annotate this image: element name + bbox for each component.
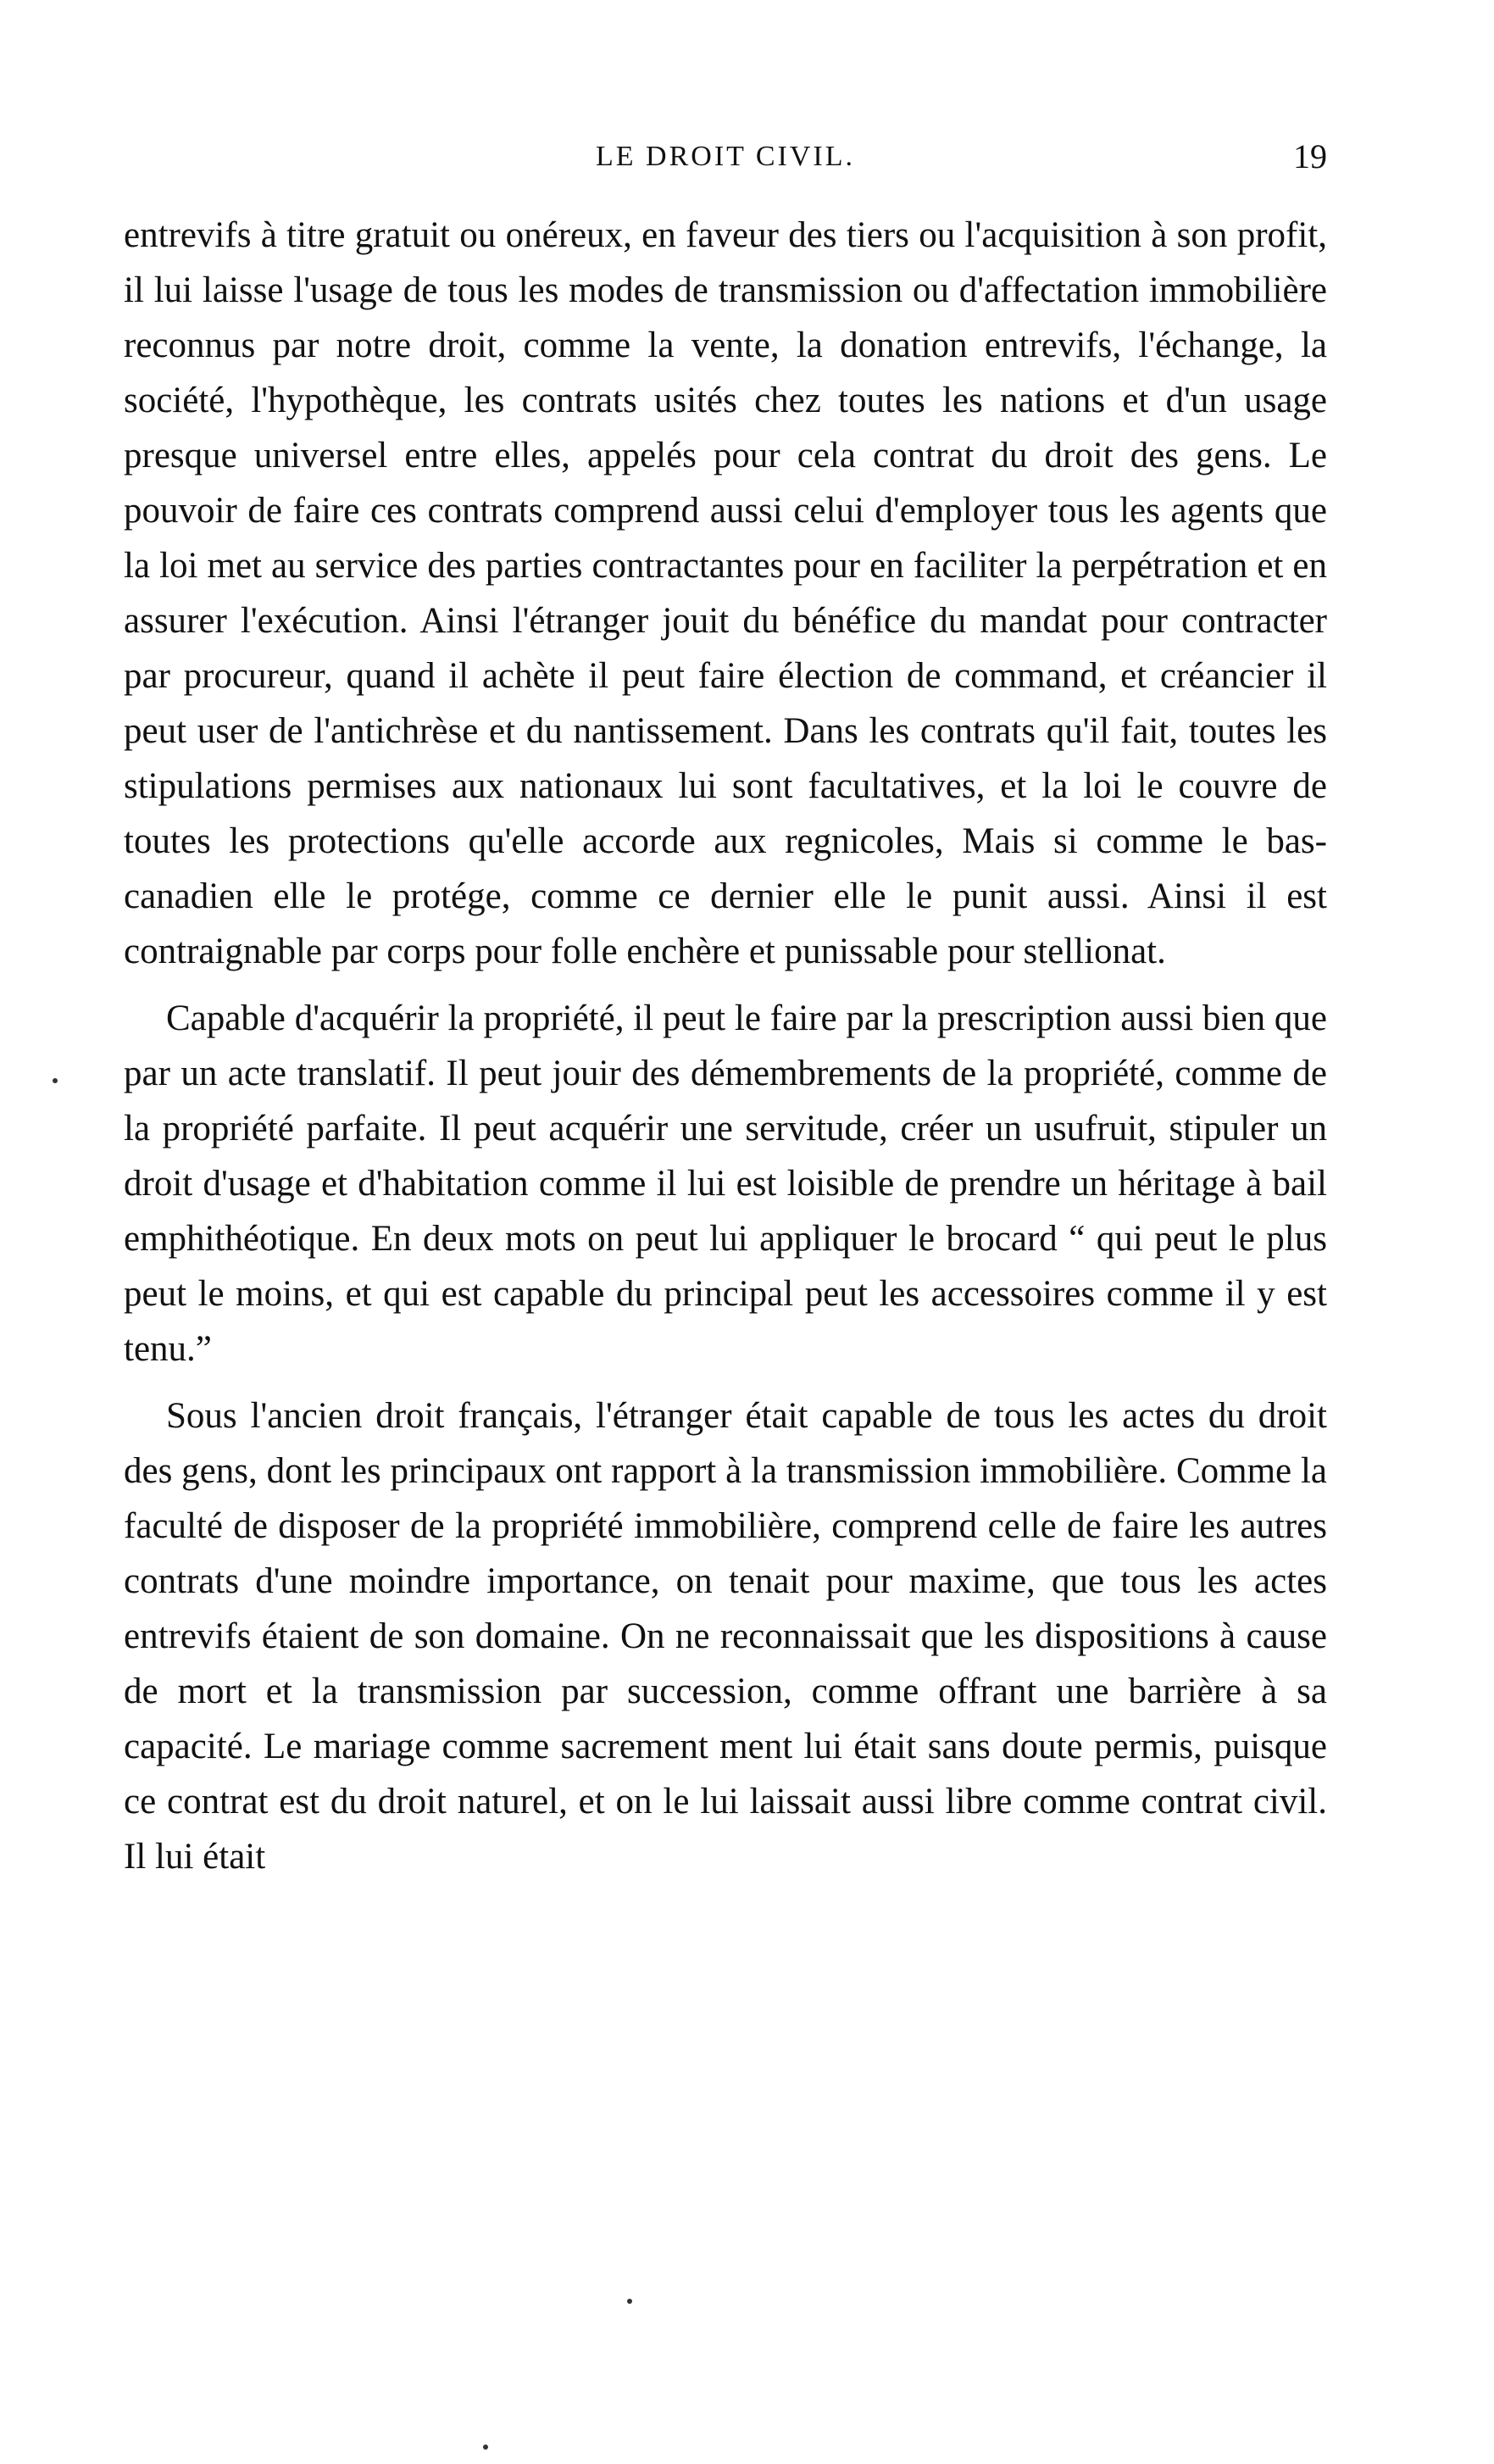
ink-speck — [627, 2299, 632, 2304]
page-number: 19 — [1293, 137, 1327, 175]
body-text — [124, 208, 1327, 1884]
running-title: LE DROIT CIVIL. — [596, 141, 855, 172]
ink-speck — [483, 2445, 488, 2450]
paragraph-acquisition: Capable d'acquérir la propriété, il peut le faire par la prescription aussi bien que par un acte translatif. Il peut jouir des démembrements de la propriété, comme de la propriété parfaite. Il peut acquérir une servitude, créer un usufruit, stipuler un droit d'usage et d'habitation comme il lui est loisible de prendre un héritage à bail emphithéotique. En deux mots on peut lui appliquer le brocard “ qui peut le plus peut le moins, et qui est capable du principal peut les accessoires comme il y est tenu.” — [124, 998, 1327, 1369]
running-head — [124, 136, 1327, 178]
ink-speck — [53, 1078, 58, 1083]
paragraph-continued: entrevifs à titre gratuit ou onéreux, en faveur des tiers ou l'acquisition à son profit, il lui laisse l'usage de tous les modes de transmission ou d'affectation immobilière reconnus par notre droit, comme la vente, la donation entrevifs, l'échange, la société, l'hypothèque, les contrats usités chez toutes les nations et d'un usage presque universel entre elles, appelés pour cela contrat du droit des gens. Le pouvoir de faire ces contrats comprend aussi celui d'employer tous les agents que la loi met au service des parties contractantes pour en faciliter la perpétration et en assurer l'exécution. Ainsi l'étranger jouit du bénéfice du mandat pour contracter par procureur, quand il achète il peut faire élection de command, et créancier il peut user de l'antichrèse et du nantissement. Dans les contrats qu'il fait, toutes les stipulations permises aux nationaux lui sont facultatives, et la loi le couvre de toutes les protections qu'elle accorde aux regnicoles, Mais si comme le bas-canadien elle le protége, comme ce dernier elle le punit aussi. Ainsi il est contraignable par corps pour folle enchère et punissable pour stellionat. — [124, 215, 1327, 971]
paragraph-ancien-droit: Sous l'ancien droit français, l'étranger était capable de tous les actes du droit des gens, dont les principaux ont rapport à la transmission immobilière. Comme la faculté de disposer de la propriété immobilière, comprend celle de faire les autres contrats d'une moindre importance, on tenait pour maxime, que tous les actes entrevifs étaient de son domaine. On ne reconnaissait que les dispositions à cause de mort et la transmission par succession, comme offrant une barrière à sa capacité. Le mariage comme sacrement ment lui était sans doute permis, puisque ce contrat est du droit naturel, et on le lui laissait aussi libre comme contrat civil. Il lui était — [124, 1396, 1327, 1877]
